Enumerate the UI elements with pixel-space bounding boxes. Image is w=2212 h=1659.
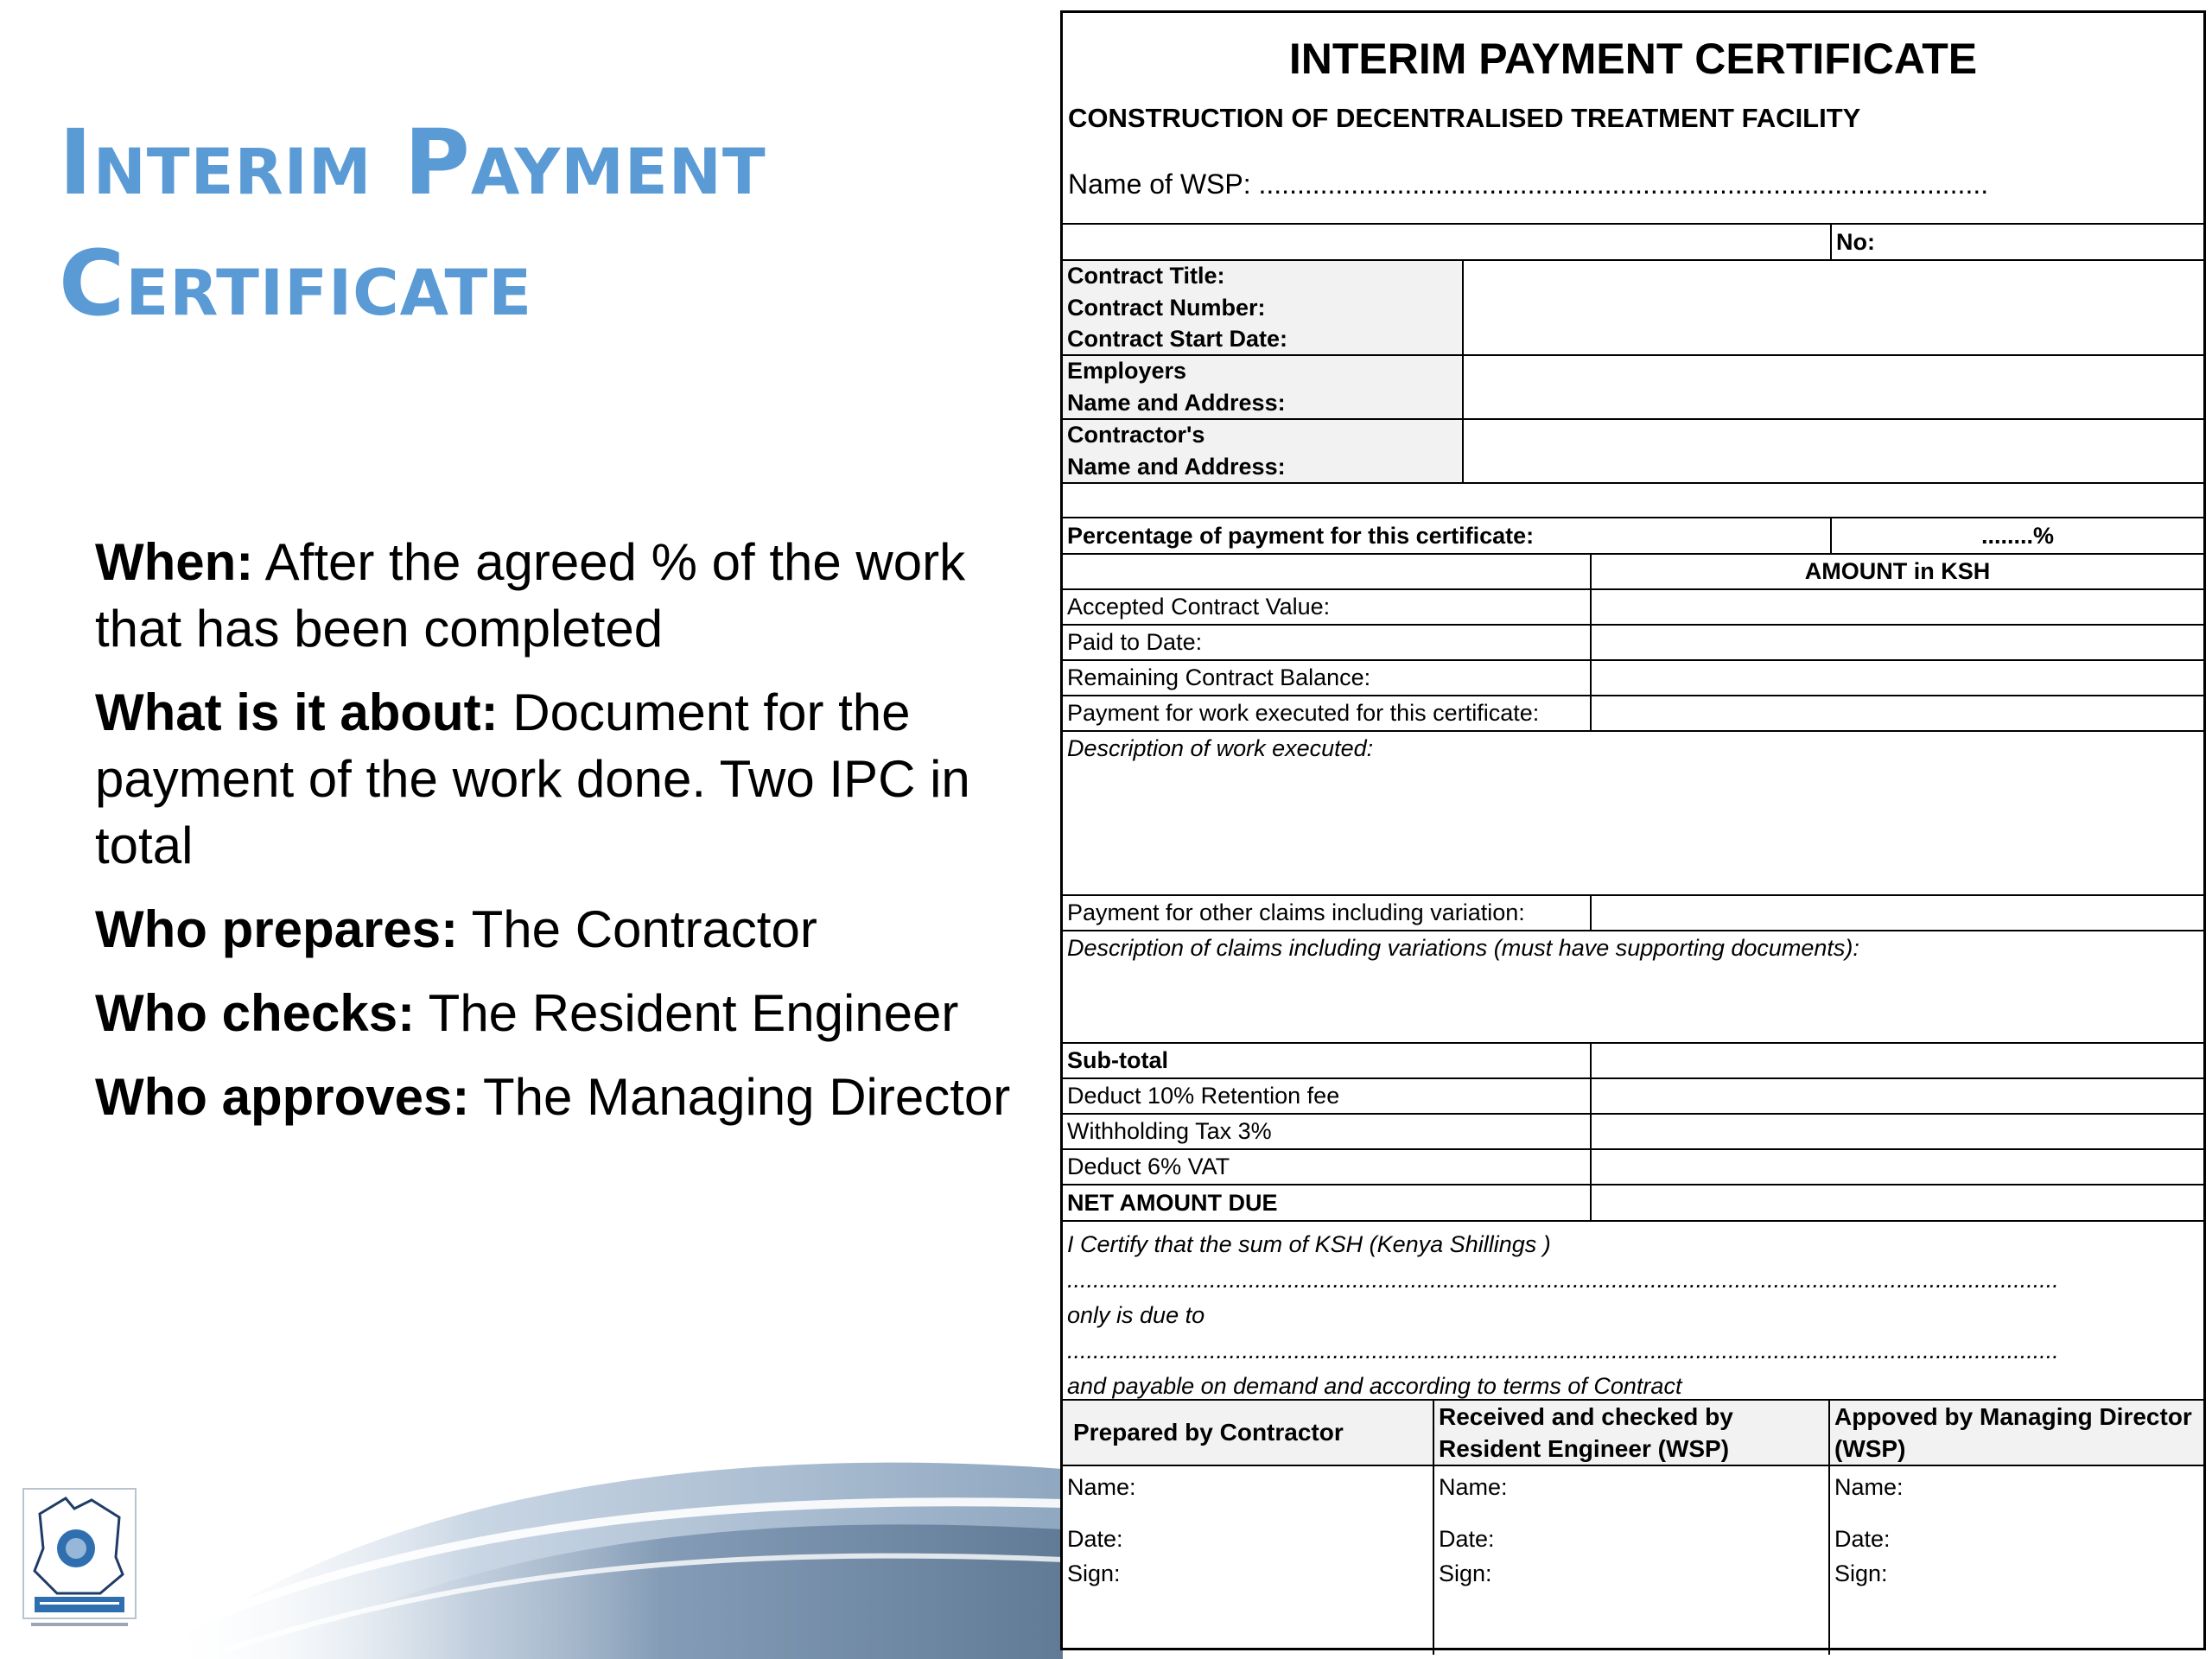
contractor-signature-block[interactable]	[1063, 1466, 1433, 1655]
withholding-row	[1063, 1115, 2203, 1150]
contract-details-row	[1063, 261, 2203, 356]
subtotal-label: Sub-total	[1067, 1047, 1168, 1073]
contract-title-label: Contract Title:	[1067, 263, 1225, 289]
accepted-contract-value-amount[interactable]	[1590, 590, 2203, 624]
certificate-number-row	[1063, 225, 2203, 261]
bullet-what	[95, 679, 1028, 879]
payee-line[interactable]: .........................................................................................................................................................	[1067, 1338, 2059, 1363]
slide-title-line-2: Certificate	[59, 231, 533, 336]
subtotal-row	[1063, 1044, 2203, 1079]
employers-label	[1063, 356, 1462, 418]
payment-work-row	[1063, 696, 2203, 732]
retention-amount[interactable]	[1590, 1079, 2203, 1113]
bullet-when	[95, 529, 1028, 662]
bullet-label: Who approves:	[95, 1068, 470, 1126]
slide-title-line-1: Interim Payment	[59, 110, 766, 215]
payment-claims-label: Payment for other claims including variation:	[1067, 899, 1525, 925]
contract-number-label: Contract Number:	[1067, 294, 1266, 321]
employers-label-line-2: Name and Address:	[1067, 390, 1286, 416]
remaining-balance-amount[interactable]	[1590, 661, 2203, 695]
certificate-number-field[interactable]: No:	[1830, 225, 2203, 259]
payment-claims-amount[interactable]	[1590, 896, 2203, 930]
net-amount-row	[1063, 1185, 2203, 1222]
payment-work-amount[interactable]	[1590, 696, 2203, 730]
bullet-label: Who prepares:	[95, 900, 459, 958]
paid-to-date-amount[interactable]	[1590, 626, 2203, 659]
bullet-label: Who checks:	[95, 984, 416, 1042]
accepted-contract-value-row	[1063, 590, 2203, 626]
bullet-text: The Resident Engineer	[415, 984, 959, 1042]
amount-words-line[interactable]: .........................................................................................................................................................	[1067, 1267, 2059, 1293]
contractors-label	[1063, 420, 1462, 482]
contractor-sign-field[interactable]: Sign:	[1067, 1560, 1121, 1586]
blank-cell	[1063, 555, 1590, 588]
employers-row	[1063, 356, 2203, 420]
approved-by-header: Appoved by Managing Director (WSP)	[1828, 1401, 2203, 1465]
form-header	[1063, 13, 2203, 225]
engineer-date-field[interactable]: Date:	[1439, 1526, 1495, 1552]
percentage-value[interactable]: ........%	[1830, 518, 2203, 553]
withholding-amount[interactable]	[1590, 1115, 2203, 1148]
signatory-body-row	[1063, 1466, 2203, 1655]
bullet-list	[95, 529, 1028, 1147]
signatory-header-row	[1063, 1401, 2203, 1466]
blank-cell	[1063, 484, 2203, 517]
bullet-who-prepares	[95, 896, 1028, 963]
contract-start-date-label: Contract Start Date:	[1067, 326, 1288, 352]
employers-label-line-1: Employers	[1067, 358, 1187, 384]
spacer	[1834, 1504, 2199, 1522]
decorative-swoosh	[0, 1417, 1063, 1659]
certification-row	[1063, 1222, 2203, 1401]
director-date-field[interactable]: Date:	[1834, 1526, 1891, 1552]
vat-amount[interactable]	[1590, 1150, 2203, 1184]
employers-value[interactable]	[1462, 356, 2203, 418]
bullet-who-approves	[95, 1064, 1028, 1130]
bullet-label: What is it about:	[95, 683, 499, 741]
bullet-text: The Contractor	[458, 900, 817, 958]
contractor-name-field[interactable]: Name:	[1067, 1474, 1136, 1500]
certify-line: I Certify that the sum of KSH (Kenya Shillings )	[1067, 1231, 1551, 1257]
prepared-by-header: Prepared by Contractor	[1063, 1401, 1433, 1465]
certification-block	[1063, 1222, 2203, 1399]
net-amount-label: NET AMOUNT DUE	[1067, 1189, 1278, 1216]
spacer	[1067, 1504, 1428, 1522]
contractor-date-field[interactable]: Date:	[1067, 1526, 1123, 1552]
bullet-text: After the agreed % of the work that has been completed	[95, 533, 966, 658]
contractors-value[interactable]	[1462, 420, 2203, 482]
contractors-row	[1063, 420, 2203, 484]
contract-details-value[interactable]	[1462, 261, 2203, 354]
paid-to-date-label: Paid to Date:	[1067, 629, 1203, 655]
vat-row	[1063, 1150, 2203, 1185]
subtotal-amount[interactable]	[1590, 1044, 2203, 1077]
blank-cell	[1063, 225, 1830, 259]
bullet-label: When:	[95, 533, 254, 591]
slide-title	[59, 102, 1009, 344]
retention-label: Deduct 10% Retention fee	[1067, 1083, 1340, 1109]
remaining-balance-row	[1063, 661, 2203, 696]
net-amount-value[interactable]	[1590, 1185, 2203, 1220]
amount-header-row	[1063, 555, 2203, 590]
spacer	[1439, 1504, 1824, 1522]
engineer-signature-block[interactable]	[1433, 1466, 1828, 1655]
form-subtitle: CONSTRUCTION OF DECENTRALISED TREATMENT FACILITY	[1068, 103, 1861, 133]
amount-header: AMOUNT in KSH	[1590, 555, 2203, 588]
percentage-label: Percentage of payment for this certificate:	[1067, 522, 1535, 549]
payment-work-label: Payment for work executed for this certificate:	[1067, 700, 1540, 726]
ipc-form	[1060, 10, 2206, 1650]
engineer-sign-field[interactable]: Sign:	[1439, 1560, 1492, 1586]
engineer-name-field[interactable]: Name:	[1439, 1474, 1508, 1500]
bullet-text: The Managing Director	[469, 1068, 1011, 1126]
description-claims-field[interactable]: Description of claims including variations (must have supporting documents):	[1067, 935, 1859, 961]
paid-to-date-row	[1063, 626, 2203, 661]
payment-claims-row	[1063, 896, 2203, 931]
payable-line: and payable on demand and according to terms of Contract	[1067, 1373, 1682, 1399]
organization-logo	[22, 1488, 137, 1635]
spacer-row	[1063, 484, 2203, 518]
remaining-balance-label: Remaining Contract Balance:	[1067, 664, 1371, 690]
director-name-field[interactable]: Name:	[1834, 1474, 1904, 1500]
description-work-row	[1063, 732, 2203, 896]
form-title: INTERIM PAYMENT CERTIFICATE	[1288, 35, 1978, 83]
percentage-row	[1063, 518, 2203, 555]
retention-row	[1063, 1079, 2203, 1115]
contractors-label-line-2: Name and Address:	[1067, 454, 1286, 480]
contract-details-labels	[1063, 261, 1462, 354]
received-by-header: Received and checked by Resident Engineer (WSP)	[1433, 1401, 1828, 1465]
only-due-line: only is due to	[1067, 1302, 1205, 1328]
description-work-field[interactable]: Description of work executed:	[1067, 735, 1374, 761]
withholding-label: Withholding Tax 3%	[1067, 1118, 1272, 1144]
wsp-name-field[interactable]: Name of WSP: ...............................................................................................	[1068, 168, 1989, 200]
bullet-text: Document for the payment of the work done. Two IPC in total	[95, 683, 970, 874]
contractors-label-line-1: Contractor's	[1067, 422, 1205, 448]
director-signature-block[interactable]	[1828, 1466, 2203, 1655]
accepted-contract-value-label: Accepted Contract Value:	[1067, 594, 1331, 620]
director-sign-field[interactable]: Sign:	[1834, 1560, 1888, 1586]
description-claims-row	[1063, 931, 2203, 1044]
vat-label: Deduct 6% VAT	[1067, 1154, 1230, 1179]
bullet-who-checks	[95, 980, 1028, 1046]
